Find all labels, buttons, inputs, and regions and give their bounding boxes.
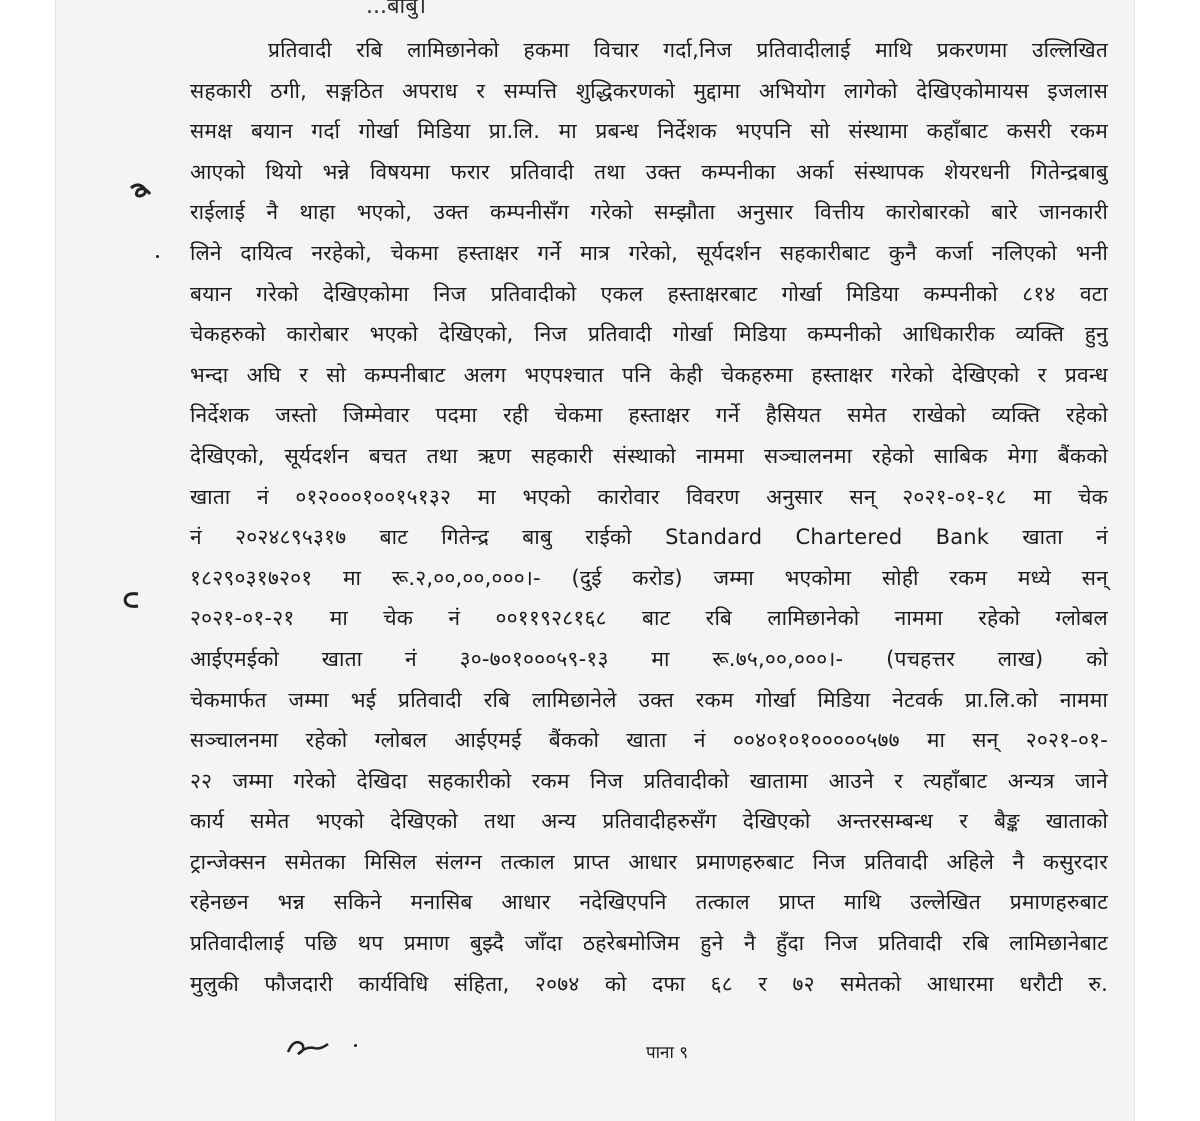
text-line: देखिएको, सूर्यदर्शन बचत तथा ऋण सहकारी संस्थाको नाममा सञ्चालनमा रहेको साबिक मेगा बैंकको bbox=[190, 443, 1108, 468]
text-line: खाता नं ०१२०००१००१५१३२ मा भएको कारोवार विवरण अनुसार सन् २०२१-०१-१८ मा चेक bbox=[190, 484, 1108, 509]
margin-pen-mark bbox=[120, 590, 144, 610]
text-line: चेकहरुको कारोबार भएको देखिएको, निज प्रतिवादी गोर्खा मिडिया कम्पनीको आधिकारीक व्यक्ति हुनु bbox=[190, 322, 1108, 347]
text-line: प्रतिवादीलाई पछि थप प्रमाण बुझ्दै जाँदा ठहरेबमोजिम हुने नै हुँदा निज प्रतिवादी रबि लामिछानेबाट bbox=[190, 931, 1108, 956]
text-line: मुलुकी फौजदारी कार्यविधि संहिता, २०७४ को दफा ६८ र ७२ समेतको आधारमा धरौटी रु. bbox=[190, 971, 1108, 996]
text-line: समक्ष बयान गर्दा गोर्खा मिडिया प्रा.लि. मा प्रबन्ध निर्देशक भएपनि सो संस्थामा कहाँबाट कसरी रकम bbox=[190, 119, 1108, 144]
text-line: लिने दायित्व नरहेको, चेकमा हस्ताक्षर गर्ने मात्र गरेको, सूर्यदर्शन सहकारीबाट कुनै कर्जा नलिएको भनी bbox=[190, 240, 1108, 265]
body-paragraph bbox=[190, 30, 1108, 1004]
text-line: चेकमार्फत जम्मा भई प्रतिवादी रबि लामिछानेले उक्त रकम गोर्खा मिडिया नेटवर्क प्रा.लि.को नाममा bbox=[190, 687, 1108, 712]
text-line: आईएमईको खाता नं ३०-७०१०००५९-१३ मा रू.७५,००,०००।- (पचहत्तर लाख) को bbox=[190, 646, 1108, 671]
margin-dot bbox=[156, 255, 159, 258]
text-line: नं २०२४८९५३१७ बाट गितेन्द्र बाबु राईको Standard Chartered Bank खाता नं bbox=[190, 525, 1108, 550]
text-line: निर्देशक जस्तो जिम्मेवार पदमा रही चेकमा हस्ताक्षर गर्ने हैसियत समेत राखेको व्यक्ति रहेको bbox=[190, 403, 1108, 428]
top-text-fragment: ...बाबु। bbox=[366, 0, 427, 19]
margin-pen-mark bbox=[128, 180, 154, 202]
text-line: आएको थियो भन्ने विषयमा फरार प्रतिवादी तथा उक्त कम्पनीका अर्का संस्थापक शेयरधनी गितेन्द्रबाबु bbox=[190, 159, 1108, 184]
text-line: कार्य समेत भएको देखिएको तथा अन्य प्रतिवादीहरुसँग देखिएको अन्तरसम्बन्ध र बैङ्क खाताको bbox=[190, 809, 1108, 834]
text-line: बयान गरेको देखिएकोमा निज प्रतिवादीको एकल हस्ताक्षरबाट गोर्खा मिडिया कम्पनीको ८१४ वटा bbox=[190, 281, 1108, 306]
handwritten-initial bbox=[284, 1034, 332, 1058]
text-line: सञ्चालनमा रहेको ग्लोबल आईएमई बैंकको खाता नं ००४०१०१०००००५७७ मा सन् २०२१-०१- bbox=[190, 728, 1108, 753]
text-line: २२ जम्मा गरेको देखिदा सहकारीको रकम निज प्रतिवादीको खातामा आउने र त्यहाँबाट अन्यत्र जाने bbox=[190, 768, 1108, 793]
text-line: ट्रान्जेक्सन समेतका मिसिल संलग्न तत्काल प्राप्त आधार प्रमाणहरुबाट निज प्रतिवादी अहिले नै कसुरदार bbox=[190, 849, 1108, 874]
text-line: रहेनछन भन्न सकिने मनासिब आधार नदेखिएपनि तत्काल प्राप्त माथि उल्लेखित प्रमाणहरुबाट bbox=[190, 890, 1108, 915]
text-line: सहकारी ठगी, सङ्गठित अपराध र सम्पत्ति शुद्धिकरणको मुद्दामा अभियोग लागेको देखिएकोमायस इजलास bbox=[190, 78, 1108, 103]
margin-dot bbox=[354, 1044, 357, 1047]
text-line: राईलाई नै थाहा भएको, उक्त कम्पनीसँग गरेको सम्झौता अनुसार वित्तीय कारोबारको बारे जानकारी bbox=[190, 200, 1108, 225]
page-number: पाना ९ bbox=[646, 1043, 689, 1063]
text-line: २०२१-०१-२१ मा चेक नं ००११९२८१६८ बाट रबि लामिछानेको नाममा रहेको ग्लोबल bbox=[190, 606, 1108, 631]
text-line: भन्दा अघि र सो कम्पनीबाट अलग भएपश्चात पनि केही चेकहरुमा हस्ताक्षर गरेको देखिएको र प्रवन्ध bbox=[190, 362, 1108, 387]
text-line: प्रतिवादी रबि लामिछानेको हकमा विचार गर्दा,निज प्रतिवादीलाई माथि प्रकरणमा उल्लिखित bbox=[268, 38, 1108, 62]
text-line: १८२९०३१७२०१ मा रू.२,००,००,०००।- (दुई करोड) जम्मा भएकोमा सोही रकम मध्ये सन् bbox=[190, 565, 1108, 590]
